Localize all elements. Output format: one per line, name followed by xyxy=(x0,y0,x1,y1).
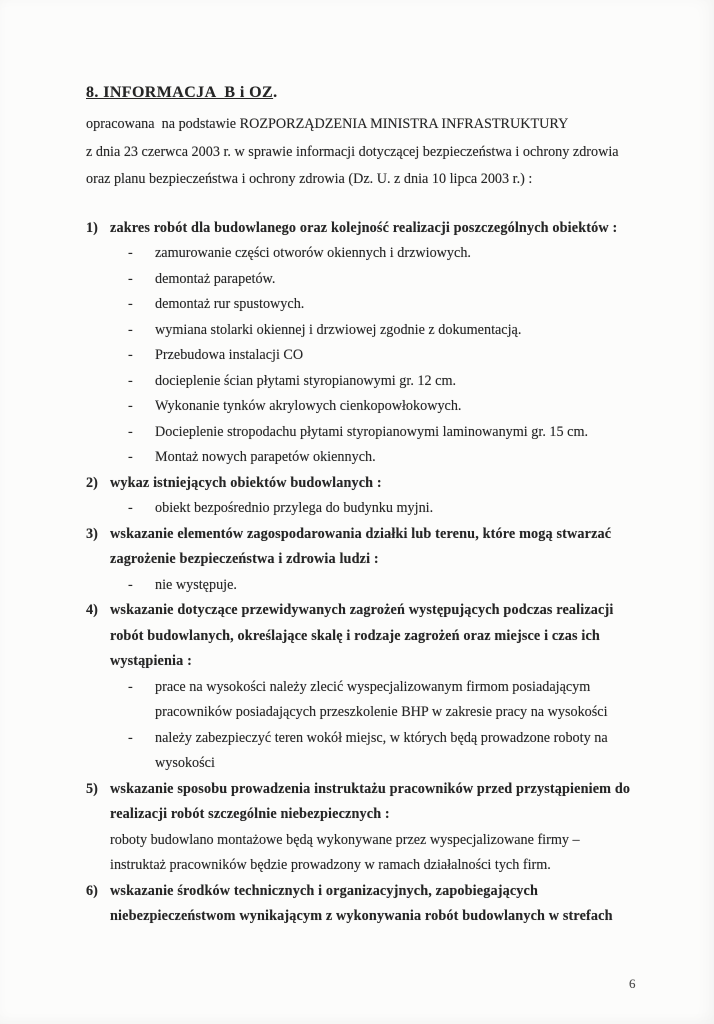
page-title xyxy=(86,84,670,102)
list-item xyxy=(110,292,670,318)
section-paragraph-line: instruktaż pracowników będzie prowadzony w ramach działalności tych firm. xyxy=(110,857,551,873)
section xyxy=(86,522,670,599)
section-number: 2) xyxy=(86,474,98,491)
section-body xyxy=(110,522,670,599)
dash-marker: - xyxy=(128,449,133,465)
list-item-line: Przebudowa instalacji CO xyxy=(155,347,304,363)
section xyxy=(86,471,670,522)
list-item-text xyxy=(155,445,670,471)
list-item-text xyxy=(155,241,670,267)
section-body xyxy=(110,216,670,471)
document-content xyxy=(86,84,670,930)
list-item xyxy=(110,394,670,420)
list-item-line: pracowników posiadających przeszkolenie BHP w zakresie pracy na wysokości xyxy=(155,704,608,720)
intro-line: oraz planu bezpieczeństwa i ochrony zdrowia (Dz. U. z dnia 10 lipca 2003 r.) : xyxy=(86,171,533,187)
list-item-line: docieplenie ścian płytami styropianowymi gr. 12 cm. xyxy=(155,372,457,389)
section-heading-line: wystąpienia : xyxy=(110,653,192,669)
page-number: 6 xyxy=(629,976,636,991)
section xyxy=(86,879,670,930)
section xyxy=(86,777,670,879)
page-title-underlined: 8. INFORMACJA B i OZ xyxy=(86,84,274,101)
list-item xyxy=(110,573,670,599)
dash-marker: - xyxy=(128,372,133,389)
list-item-text xyxy=(155,496,670,522)
section-number: 3) xyxy=(86,525,98,542)
list-item-line: demontaż parapetów. xyxy=(155,270,276,287)
list-item-text xyxy=(155,318,670,344)
section-body xyxy=(110,777,670,879)
list-item-text xyxy=(155,267,670,293)
list-item xyxy=(110,343,670,369)
intro-paragraph xyxy=(86,111,670,194)
list-item xyxy=(110,241,670,267)
list-item-line: obiekt bezpośrednio przylega do budynku myjni. xyxy=(155,500,434,516)
section-heading-line: wskazanie dotyczące przewidywanych zagrożeń występujących podczas realizacji xyxy=(110,602,614,618)
section-heading-line: wskazanie sposobu prowadzenia instruktażu pracowników przed przystąpieniem do xyxy=(110,780,631,797)
section-number: 4) xyxy=(86,602,98,618)
dash-marker: - xyxy=(128,678,133,695)
dash-marker: - xyxy=(128,576,133,593)
list-item-line: wymiana stolarki okiennej i drzwiowej zgodnie z dokumentacją. xyxy=(155,321,522,338)
list-item-text xyxy=(155,726,670,777)
list-item-line: zamurowanie części otworów okiennych i drzwiowych. xyxy=(155,245,471,261)
list-item-text xyxy=(155,292,670,318)
dash-marker: - xyxy=(128,423,133,440)
section-heading-line: realizacji robót szczególnie niebezpiecznych : xyxy=(110,806,390,822)
section-heading-line: wskazanie środków technicznych i organizacyjnych, zapobiegających xyxy=(110,882,539,899)
section-heading-line: wykaz istniejących obiektów budowlanych : xyxy=(110,474,382,491)
dash-marker: - xyxy=(128,296,133,312)
intro-line: z dnia 23 czerwca 2003 r. w sprawie informacji dotyczącej bezpieczeństwa i ochrony zdrowia xyxy=(86,143,619,160)
page-title-suffix: . xyxy=(273,84,278,101)
section-number: 5) xyxy=(86,780,98,797)
list-item-text xyxy=(155,573,670,599)
section-body xyxy=(110,598,670,777)
list-item xyxy=(110,675,670,726)
section-heading-line: zakres robót dla budowlanego oraz kolejność realizacji poszczególnych obiektów : xyxy=(110,219,618,236)
intro-line: opracowana na podstawie ROZPORZĄDZENIA MINISTRA INFRASTRUKTURY xyxy=(86,116,569,132)
section-heading-line: robót budowlanych, określające skalę i rodzaje zagrożeń oraz miejsce i czas ich xyxy=(110,627,600,644)
list-item-line: nie występuje. xyxy=(155,576,237,593)
dash-marker: - xyxy=(128,270,133,287)
list-item-line: należy zabezpieczyć teren wokół miejsc, w których będą prowadzone roboty na xyxy=(155,729,608,746)
list-item-line: Wykonanie tynków akrylowych cienkopowłokowych. xyxy=(155,398,462,414)
section-heading-line: wskazanie elementów zagospodarowania działki lub terenu, które mogą stwarzać xyxy=(110,525,612,542)
list-item-text xyxy=(155,394,670,420)
list-item xyxy=(110,726,670,777)
list-item xyxy=(110,420,670,446)
section-heading-line: zagrożenie bezpieczeństwa i zdrowia ludzi : xyxy=(110,551,379,567)
list-item xyxy=(110,318,670,344)
dash-marker: - xyxy=(128,347,133,363)
list-item-line: prace na wysokości należy zlecić wyspecjalizowanym firmom posiadającym xyxy=(155,678,591,695)
dash-marker: - xyxy=(128,321,133,338)
section-number: 1) xyxy=(86,219,98,236)
list-item-text xyxy=(155,343,670,369)
section-body xyxy=(110,879,670,930)
section-paragraph-line: roboty budowlano montażowe będą wykonywane przez wyspecjalizowane firmy – xyxy=(110,831,580,848)
dash-marker: - xyxy=(128,729,133,746)
list-item-line: demontaż rur spustowych. xyxy=(155,296,305,312)
section-body xyxy=(110,471,670,522)
list-item-text xyxy=(155,420,670,446)
section xyxy=(86,216,670,471)
dash-marker: - xyxy=(128,245,133,261)
sections-list xyxy=(86,216,670,930)
list-item xyxy=(110,445,670,471)
list-item-line: Docieplenie stropodachu płytami styropianowymi laminowanymi gr. 15 cm. xyxy=(155,423,589,440)
list-item-text xyxy=(155,369,670,395)
section-heading-line: niebezpieczeństwom wynikającym z wykonywania robót budowlanych w strefach xyxy=(110,908,613,924)
list-item-line: Montaż nowych parapetów okiennych. xyxy=(155,449,376,465)
list-item xyxy=(110,496,670,522)
section xyxy=(86,598,670,777)
list-item-text xyxy=(155,675,670,726)
list-item xyxy=(110,369,670,395)
dash-marker: - xyxy=(128,500,133,516)
list-item xyxy=(110,267,670,293)
section-number: 6) xyxy=(86,882,98,899)
list-item-line: wysokości xyxy=(155,755,215,771)
dash-marker: - xyxy=(128,398,133,414)
